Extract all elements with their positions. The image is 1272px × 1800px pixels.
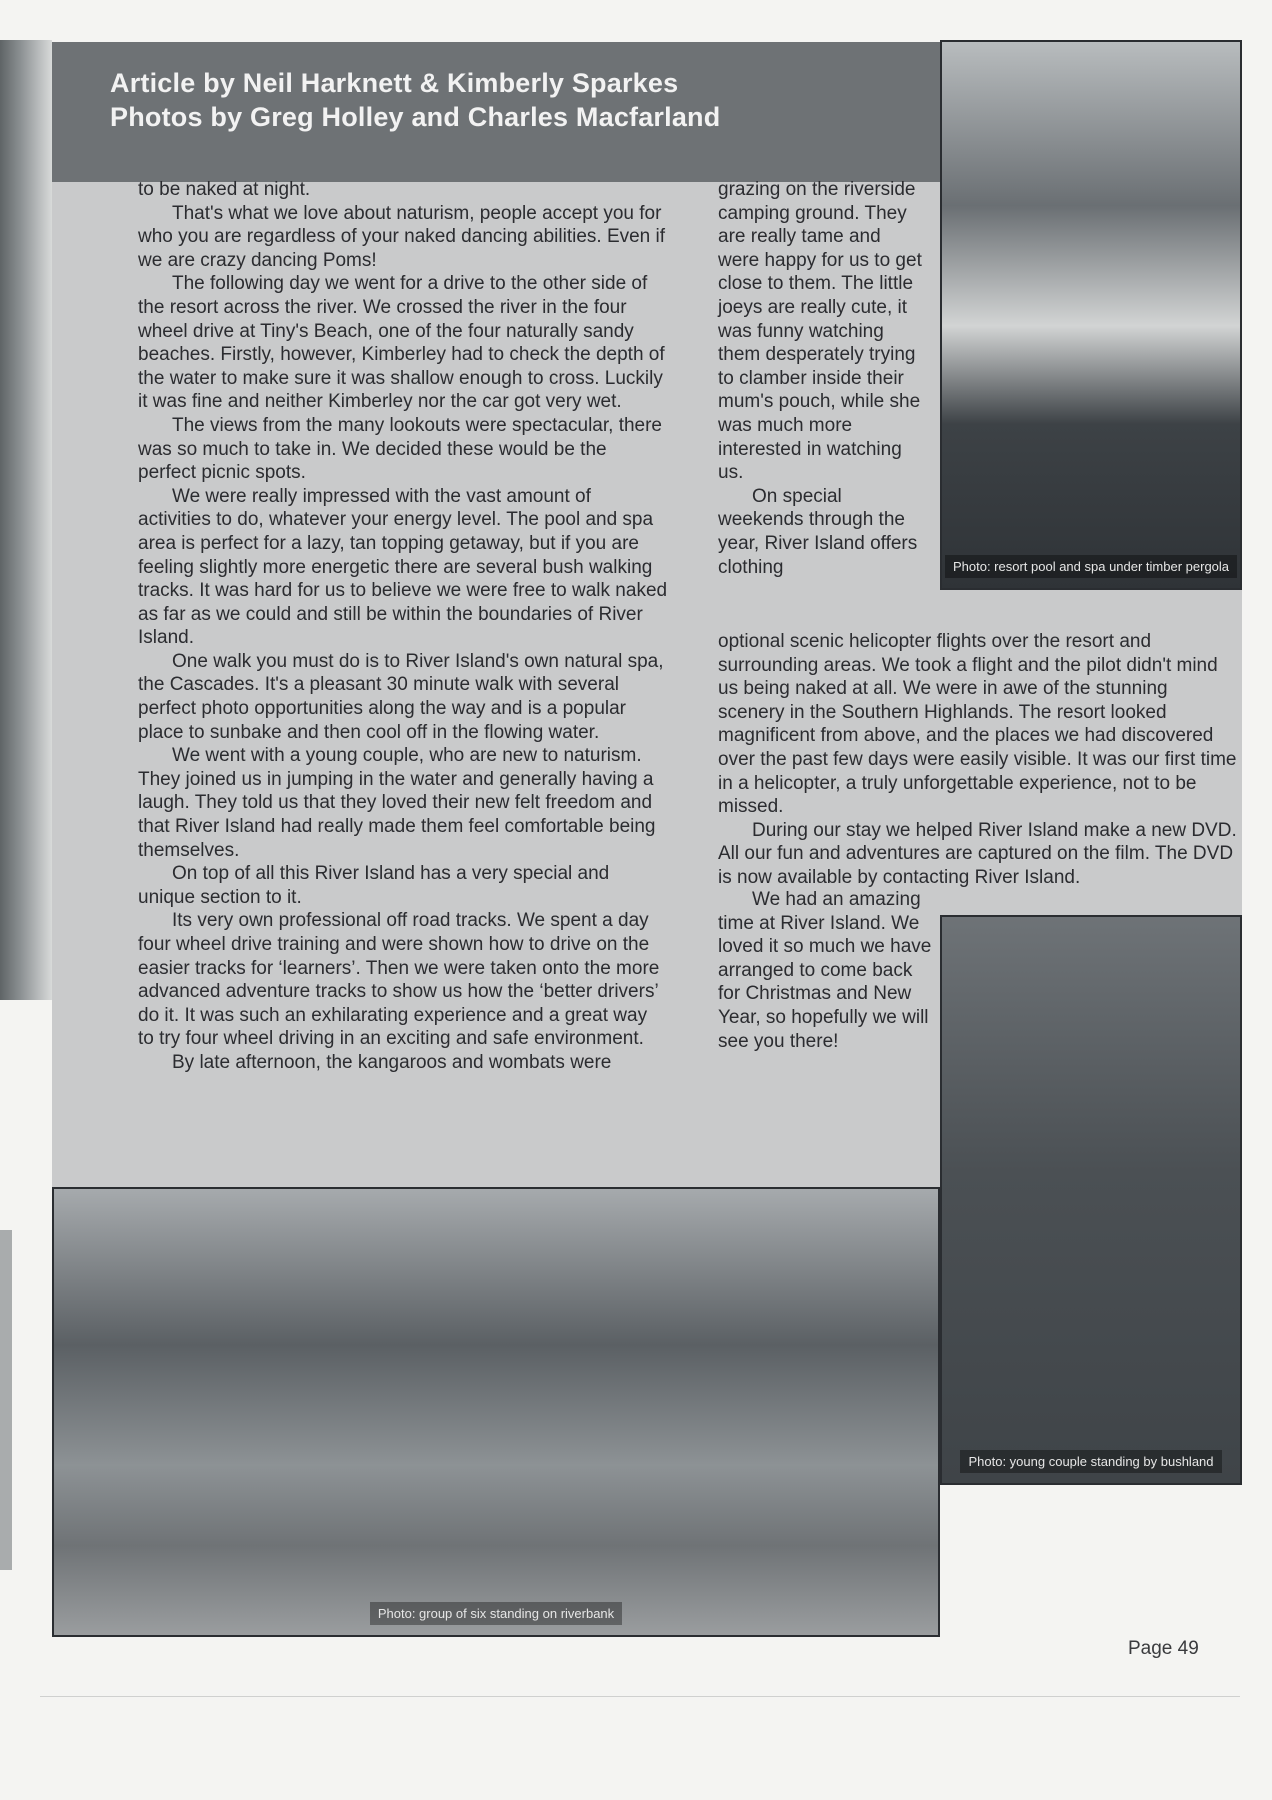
- pool-photo: [940, 40, 1242, 590]
- adjacent-page-edge-lower: [0, 1230, 12, 1570]
- paragraph: to be naked at night.: [138, 179, 311, 200]
- article-column-end: [718, 888, 933, 1053]
- paragraph: We went with a young couple, who are new to naturism. They joined us in jumping in the water and generally having a laugh. They told us that they loved their new felt freedom and that River Island had really made them feel comfortable being themselves.: [138, 745, 656, 861]
- paragraph: On special weekends through the year, River Island offers clothing: [718, 485, 918, 578]
- couple-photo: [940, 915, 1242, 1485]
- paragraph: optional scenic helicopter flights over the resort and surrounding areas. We took a flight and the pilot didn't mind us being naked at all. We were in awe of the stunning scenery in the Southern Highlands. The resort looked magnificent from above, and the places we had discovered over the past few days were easily visible. It was our first time in a helicopter, a truly unforgettable experience, not to be missed.: [718, 631, 1237, 818]
- byline: [110, 66, 720, 134]
- paragraph: By late afternoon, the kangaroos and wombats were: [172, 1051, 612, 1073]
- paragraph: The views from the many lookouts were spectacular, there was so much to take in. We decided these would be the perfect picnic spots.: [138, 414, 663, 484]
- photo-byline: Photos by Greg Holley and Charles Macfarland: [110, 102, 721, 132]
- article-column-wide: [718, 630, 1238, 890]
- group-photo: [52, 1187, 940, 1637]
- photo-placeholder-label: Photo: resort pool and spa under timber pergola: [945, 555, 1237, 578]
- article-column-mid: [718, 178, 923, 579]
- article-column-left: [138, 178, 668, 1075]
- paragraph: Its very own professional off road tracks. We spent a day four wheel drive training and were shown how to drive on the easier tracks for ‘learners’. Then we were taken onto the more advanced adventure tracks to show us how the ‘better drivers’ do it. It was such an exhilarating experience and a great way to try four wheel driving in an exciting and safe environment.: [138, 910, 660, 1050]
- paragraph: We had an amazing time at River Island. We loved it so much we have arranged to come back for Christmas and New Year, so hopefully we will see you there!: [718, 889, 932, 1052]
- page-number: Page 49: [1128, 1638, 1199, 1659]
- adjacent-page-edge: [0, 40, 52, 1000]
- paragraph: One walk you must do is to River Island's own natural spa, the Cascades. It's a pleasant 30 minute walk with several perfect photo opportunities along the way and is a popular place to sunbake and then cool off in the flowing water.: [138, 650, 664, 743]
- article-byline: Article by Neil Harknett & Kimberly Sparkes: [110, 68, 679, 98]
- paragraph: That's what we love about naturism, people accept you for who you are regardless of your naked dancing abilities. Even if we are crazy dancing Poms!: [138, 202, 666, 271]
- photo-placeholder-label: Photo: young couple standing by bushland: [960, 1450, 1221, 1473]
- paragraph: grazing on the riverside camping ground. They are really tame and were happy for us to get close to them. The little joeys are really cute, it was funny watching them desperately trying to clamber inside their mum's pouch, while she was much more interested in watching us.: [718, 179, 922, 484]
- photo-placeholder-label: Photo: group of six standing on riverbank: [370, 1602, 622, 1625]
- paragraph: We were really impressed with the vast amount of activities to do, whatever your energy level. The pool and spa area is perfect for a lazy, tan topping getaway, but if you are feeling slightly more energetic there are several bush walking tracks. It was hard for us to believe we were free to walk naked as far as we could and still be within the boundaries of River Island.: [138, 485, 668, 649]
- paragraph: The following day we went for a drive to the other side of the resort across the river. We crossed the river in the four wheel drive at Tiny's Beach, one of the four naturally sandy beaches. Firstly, however, Kimberley had to check the depth of the water to make sure it was shallow enough to cross. Luckily it was fine and neither Kimberley nor the car got very wet.: [138, 273, 665, 413]
- paragraph: During our stay we helped River Island make a new DVD. All our fun and adventures are captured on the film. The DVD is now available by contacting River Island.: [718, 819, 1237, 888]
- paragraph: On top of all this River Island has a very special and unique section to it.: [138, 863, 610, 908]
- divider: [40, 1696, 1240, 1697]
